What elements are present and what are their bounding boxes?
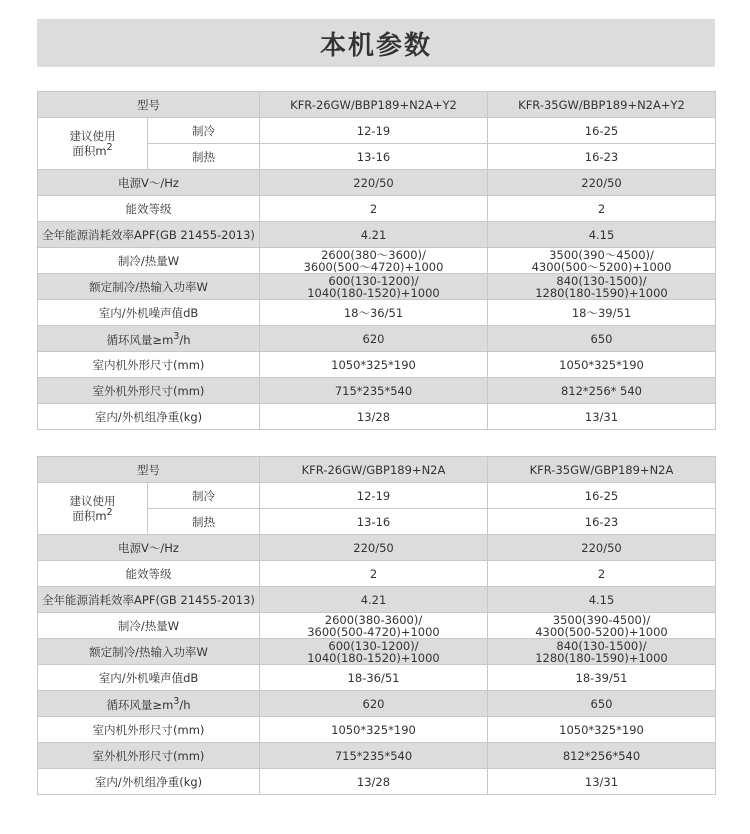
airflow-a: 620: [260, 326, 488, 352]
capacity-b-line1: 3500(390～4500)/: [549, 247, 654, 262]
cooling-area-b: 16-25: [488, 118, 716, 144]
cooling-area-a: 12-19: [260, 483, 488, 509]
row-indoor-size: [38, 717, 716, 743]
weight-label: 室内/外机组净重(kg): [38, 769, 260, 795]
heating-area-b: 16-23: [488, 509, 716, 535]
capacity-label: 制冷/热量W: [38, 248, 260, 274]
input-power-a-line2: 1040(180-1520)+1000: [307, 650, 440, 665]
capacity-b: [488, 248, 716, 274]
airflow-label-sup: 3: [173, 696, 180, 708]
cooling-area-b: 16-25: [488, 483, 716, 509]
area-label-sup: 2: [106, 507, 113, 519]
outdoor-size-label: 室外机外形尺寸(mm): [38, 743, 260, 769]
airflow-label: [38, 326, 260, 352]
airflow-b: 650: [488, 691, 716, 717]
airflow-label-pre: 循环风量≥m: [106, 332, 174, 347]
noise-b: 18-39/51: [488, 665, 716, 691]
capacity-a-line1: 2600(380-3600)/: [324, 612, 423, 627]
area-label-line1: 建议使用: [69, 494, 116, 509]
cooling-label: 制冷: [148, 483, 260, 509]
model-a: KFR-26GW/GBP189+N2A: [260, 457, 488, 483]
row-capacity: [38, 248, 716, 274]
apf-label: 全年能源消耗效率APF(GB 21455-2013): [38, 222, 260, 248]
row-capacity: [38, 613, 716, 639]
row-outdoor-size: [38, 378, 716, 404]
row-input-power: [38, 274, 716, 300]
power-label: 电源V～/Hz: [38, 170, 260, 196]
area-label-line2: 面积m: [72, 143, 107, 158]
row-cooling-area: [38, 118, 716, 144]
row-noise: [38, 300, 716, 326]
row-weight: [38, 404, 716, 430]
model-label: 型号: [38, 92, 260, 118]
capacity-b-line2: 4300(500～5200)+1000: [531, 259, 672, 274]
row-airflow: [38, 691, 716, 717]
page-title: 本机参数: [319, 30, 432, 61]
capacity-a-line2: 3600(500-4720)+1000: [307, 624, 440, 639]
row-power: [38, 535, 716, 561]
capacity-b-line1: 3500(390-4500)/: [552, 612, 651, 627]
apf-a: 4.21: [260, 222, 488, 248]
power-b: 220/50: [488, 170, 716, 196]
weight-b: 13/31: [488, 769, 716, 795]
weight-a: 13/28: [260, 769, 488, 795]
row-model: [38, 457, 716, 483]
area-label-sup: 2: [106, 142, 113, 154]
heating-label: 制热: [148, 509, 260, 535]
input-power-a-line1: 600(130-1200)/: [328, 638, 419, 653]
row-noise: [38, 665, 716, 691]
capacity-a-line2: 3600(500～4720)+1000: [303, 259, 444, 274]
indoor-size-b: 1050*325*190: [488, 717, 716, 743]
power-b: 220/50: [488, 535, 716, 561]
row-efficiency-grade: [38, 196, 716, 222]
input-power-b-line2: 1280(180-1590)+1000: [535, 285, 668, 300]
apf-a: 4.21: [260, 587, 488, 613]
area-label-line2: 面积m: [72, 508, 107, 523]
airflow-a: 620: [260, 691, 488, 717]
weight-a: 13/28: [260, 404, 488, 430]
input-power-b-line2: 1280(180-1590)+1000: [535, 650, 668, 665]
apf-b: 4.15: [488, 587, 716, 613]
row-airflow: [38, 326, 716, 352]
efficiency-grade-b: 2: [488, 561, 716, 587]
row-outdoor-size: [38, 743, 716, 769]
airflow-b: 650: [488, 326, 716, 352]
indoor-size-b: 1050*325*190: [488, 352, 716, 378]
area-label-line1: 建议使用: [69, 129, 116, 144]
heating-area-b: 16-23: [488, 144, 716, 170]
row-power: [38, 170, 716, 196]
capacity-b: [488, 613, 716, 639]
outdoor-size-label: 室外机外形尺寸(mm): [38, 378, 260, 404]
input-power-b: [488, 274, 716, 300]
spec-table-2: [37, 456, 716, 795]
indoor-size-a: 1050*325*190: [260, 717, 488, 743]
row-indoor-size: [38, 352, 716, 378]
row-weight: [38, 769, 716, 795]
model-label: 型号: [38, 457, 260, 483]
indoor-size-label: 室内机外形尺寸(mm): [38, 352, 260, 378]
input-power-b: [488, 639, 716, 665]
apf-b: 4.15: [488, 222, 716, 248]
model-b: KFR-35GW/GBP189+N2A: [488, 457, 716, 483]
noise-label: 室内/外机噪声值dB: [38, 300, 260, 326]
airflow-label-sup: 3: [173, 331, 180, 343]
weight-label: 室内/外机组净重(kg): [38, 404, 260, 430]
title-bar: [37, 19, 715, 67]
airflow-label-post: /h: [179, 697, 191, 712]
heating-label: 制热: [148, 144, 260, 170]
row-cooling-area: [38, 483, 716, 509]
area-label: [38, 483, 148, 535]
outdoor-size-b: 812*256* 540: [488, 378, 716, 404]
capacity-a: [260, 248, 488, 274]
capacity-a: [260, 613, 488, 639]
input-power-label: 额定制冷/热输入功率W: [38, 274, 260, 300]
power-a: 220/50: [260, 535, 488, 561]
efficiency-grade-b: 2: [488, 196, 716, 222]
efficiency-grade-a: 2: [260, 561, 488, 587]
input-power-b-line1: 840(130-1500)/: [556, 273, 647, 288]
model-b: KFR-35GW/BBP189+N2A+Y2: [488, 92, 716, 118]
input-power-a-line1: 600(130-1200)/: [328, 273, 419, 288]
input-power-b-line1: 840(130-1500)/: [556, 638, 647, 653]
row-efficiency-grade: [38, 561, 716, 587]
noise-label: 室内/外机噪声值dB: [38, 665, 260, 691]
outdoor-size-a: 715*235*540: [260, 378, 488, 404]
row-apf: [38, 587, 716, 613]
capacity-b-line2: 4300(500-5200)+1000: [535, 624, 668, 639]
capacity-a-line1: 2600(380～3600)/: [321, 247, 426, 262]
area-label: [38, 118, 148, 170]
apf-label: 全年能源消耗效率APF(GB 21455-2013): [38, 587, 260, 613]
row-apf: [38, 222, 716, 248]
outdoor-size-b: 812*256*540: [488, 743, 716, 769]
spec-table-1: [37, 91, 716, 430]
power-label: 电源V～/Hz: [38, 535, 260, 561]
power-a: 220/50: [260, 170, 488, 196]
input-power-a: [260, 274, 488, 300]
weight-b: 13/31: [488, 404, 716, 430]
efficiency-grade-a: 2: [260, 196, 488, 222]
model-a: KFR-26GW/BBP189+N2A+Y2: [260, 92, 488, 118]
cooling-area-a: 12-19: [260, 118, 488, 144]
row-input-power: [38, 639, 716, 665]
efficiency-grade-label: 能效等级: [38, 561, 260, 587]
indoor-size-label: 室内机外形尺寸(mm): [38, 717, 260, 743]
heating-area-a: 13-16: [260, 509, 488, 535]
noise-a: 18～36/51: [260, 300, 488, 326]
input-power-a: [260, 639, 488, 665]
input-power-label: 额定制冷/热输入功率W: [38, 639, 260, 665]
outdoor-size-a: 715*235*540: [260, 743, 488, 769]
airflow-label-pre: 循环风量≥m: [106, 697, 174, 712]
airflow-label: [38, 691, 260, 717]
input-power-a-line2: 1040(180-1520)+1000: [307, 285, 440, 300]
airflow-label-post: /h: [179, 332, 191, 347]
row-model: [38, 92, 716, 118]
noise-b: 18～39/51: [488, 300, 716, 326]
capacity-label: 制冷/热量W: [38, 613, 260, 639]
noise-a: 18-36/51: [260, 665, 488, 691]
indoor-size-a: 1050*325*190: [260, 352, 488, 378]
efficiency-grade-label: 能效等级: [38, 196, 260, 222]
heating-area-a: 13-16: [260, 144, 488, 170]
cooling-label: 制冷: [148, 118, 260, 144]
